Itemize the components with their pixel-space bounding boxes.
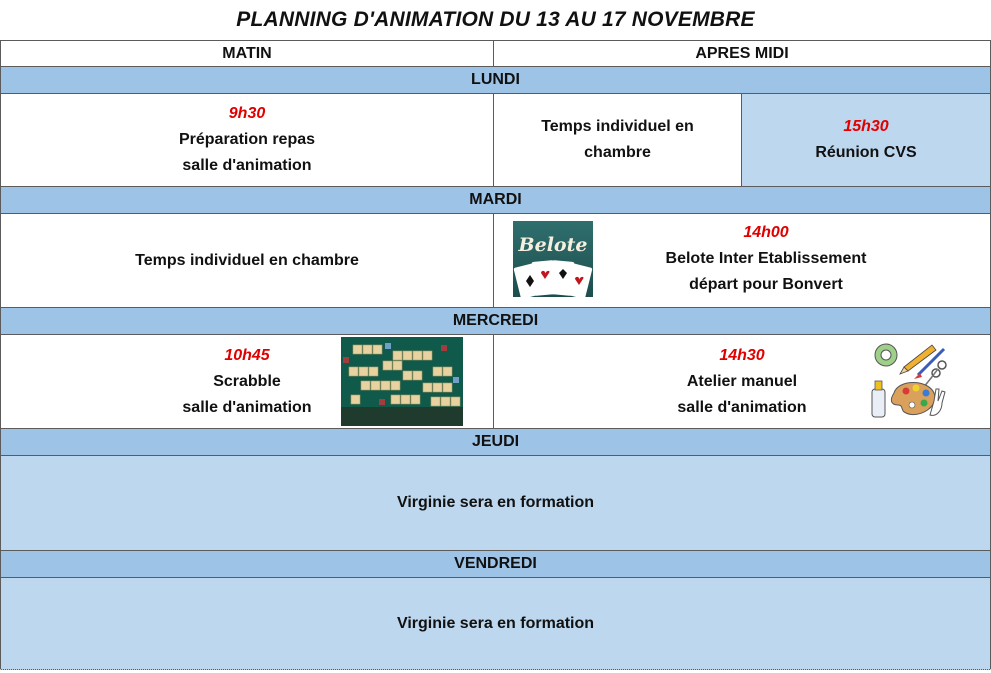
craft-tools-image xyxy=(866,341,949,423)
belote-cards-image xyxy=(513,221,593,297)
lundi-matin-activity: Préparation repas xyxy=(178,131,316,148)
mardi-apres-midi-time: 14h00 xyxy=(743,224,789,241)
page-title: PLANNING D'ANIMATION DU 13 AU 17 NOVEMBRE xyxy=(236,8,755,31)
lundi-matin-time: 9h30 xyxy=(228,105,266,122)
vendredi-content: Virginie sera en formation xyxy=(396,614,595,632)
mercredi-matin-location: salle d'animation xyxy=(182,398,312,416)
lundi-apres-midi-a-line1: Temps individuel en xyxy=(541,118,694,135)
scrabble-board-image xyxy=(341,337,463,426)
lundi-apres-midi-b-activity: Réunion CVS xyxy=(815,144,917,161)
lundi-apres-midi-cell-b xyxy=(741,93,991,187)
day-band-jeudi: JEUDI xyxy=(0,428,991,456)
jeudi-cell xyxy=(0,455,991,551)
sheet-gridline xyxy=(0,669,991,671)
mardi-matin-cell xyxy=(0,213,494,308)
day-band-lundi: LUNDI xyxy=(0,66,991,94)
lundi-apres-midi-b-time: 15h30 xyxy=(843,118,889,135)
day-band-mardi: MARDI xyxy=(0,186,991,214)
mercredi-apres-midi-activity: Atelier manuel xyxy=(686,372,798,390)
lundi-apres-midi-cell-a xyxy=(493,93,742,187)
day-band-vendredi: VENDREDI xyxy=(0,550,991,578)
mercredi-matin-time: 10h45 xyxy=(224,346,270,364)
mercredi-apres-midi-location: salle d'animation xyxy=(677,398,807,416)
vendredi-cell xyxy=(0,577,991,670)
mercredi-matin-activity: Scrabble xyxy=(213,372,281,390)
mercredi-apres-midi-time: 14h30 xyxy=(719,346,765,364)
mardi-apres-midi-location: départ pour Bonvert xyxy=(689,276,843,293)
header-apres-midi: APRES MIDI xyxy=(493,40,991,67)
lundi-matin-location: salle d'animation xyxy=(182,157,312,174)
day-band-mercredi: MERCREDI xyxy=(0,307,991,335)
belote-logo-text: Belote xyxy=(518,234,588,256)
lundi-apres-midi-a-line2: chambre xyxy=(584,144,651,161)
lundi-matin-cell xyxy=(0,93,494,187)
jeudi-content: Virginie sera en formation xyxy=(396,494,595,511)
mardi-apres-midi-activity: Belote Inter Etablissement xyxy=(665,250,867,267)
header-matin: MATIN xyxy=(0,40,494,67)
mardi-matin-activity: Temps individuel en chambre xyxy=(135,251,359,269)
